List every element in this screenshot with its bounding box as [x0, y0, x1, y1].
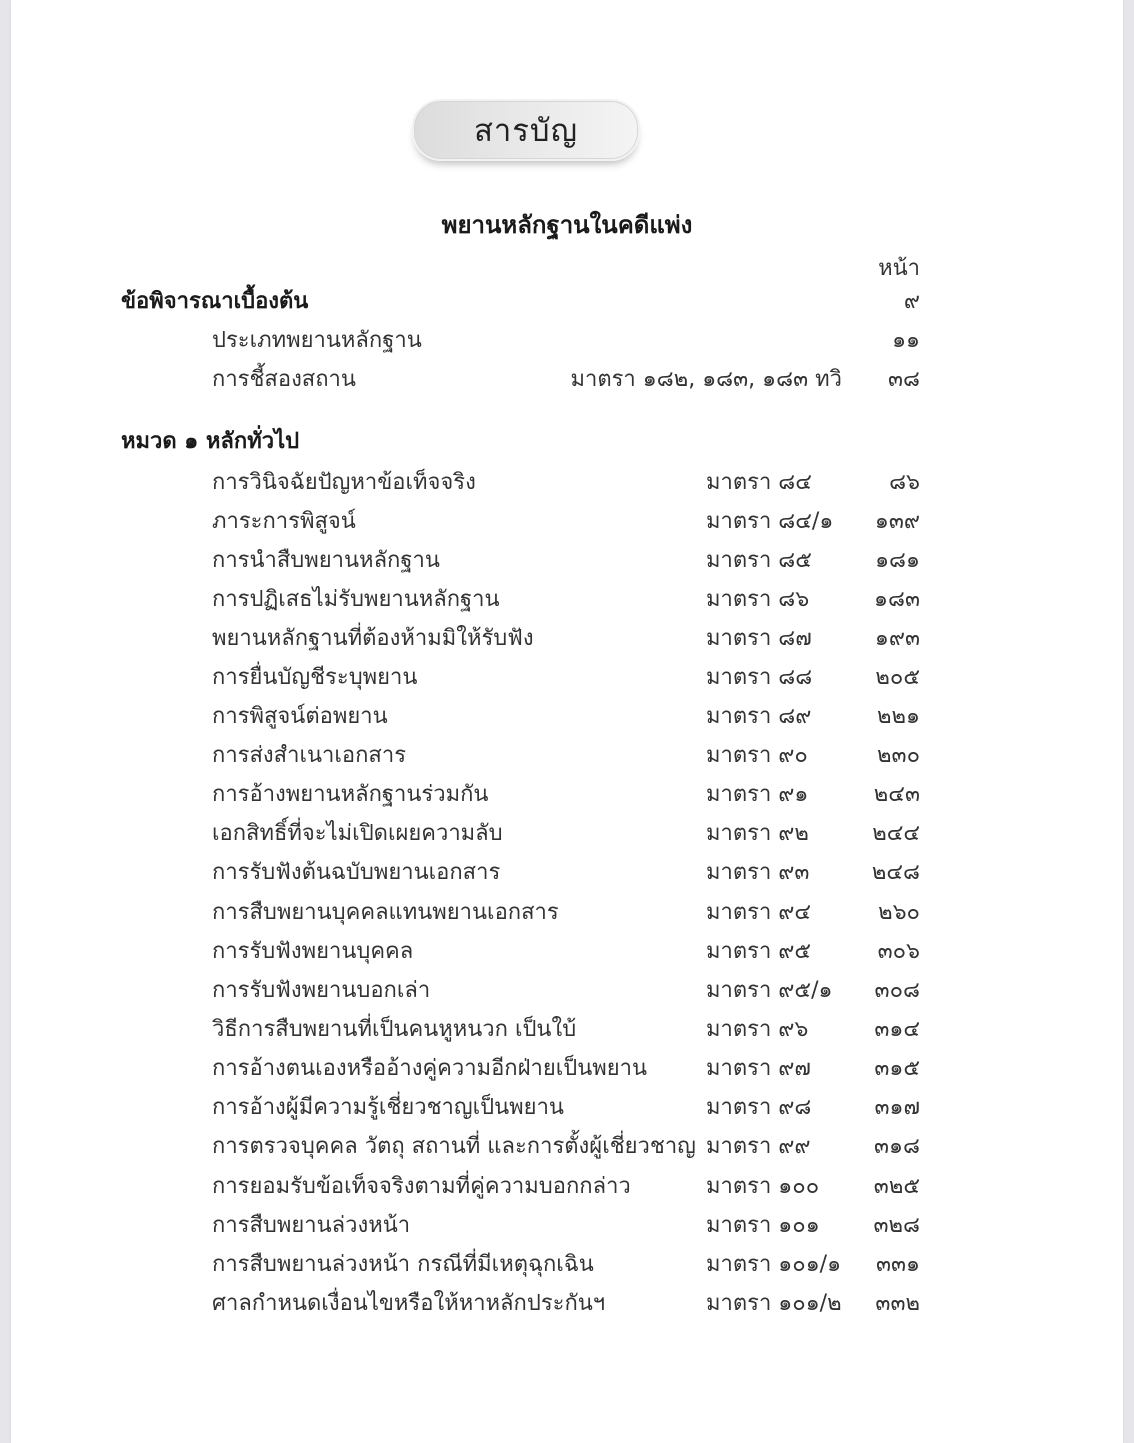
- section-reference: มาตรา ๘๕: [706, 548, 812, 573]
- entry-title: การอ้างผู้มีความรู้เชี่ยวชาญเป็นพยาน: [212, 1095, 564, 1120]
- page-number: ๓๘: [887, 367, 920, 392]
- page-number: ๓๑๗: [874, 1095, 920, 1120]
- book-title: พยานหลักฐานในคดีแพ่ง: [441, 211, 693, 239]
- page-number: ๒๓๐: [877, 743, 920, 768]
- page-number: ๓๓๑: [875, 1252, 920, 1277]
- page-number: ๓๑๔: [874, 1017, 920, 1042]
- entry-title: การนำสืบพยานหลักฐาน: [212, 548, 440, 573]
- section-reference: มาตรา ๙๕: [706, 939, 812, 964]
- entry-title: การสืบพยานบุคคลแทนพยานเอกสาร: [212, 900, 559, 925]
- entry-title: การตรวจบุคคล วัตถุ สถานที่ และการตั้งผู้เชี่ยวชาญ: [212, 1134, 696, 1159]
- entry-title: การรับฟังพยานบอกเล่า: [212, 978, 431, 1003]
- section-reference: มาตรา ๙๐: [706, 743, 808, 768]
- section-reference: มาตรา ๙๘: [706, 1095, 812, 1120]
- toc-entry[interactable]: [0, 323, 1134, 359]
- page-number: ๓๑๘: [874, 1134, 920, 1159]
- page-number: ๓๐๘: [874, 978, 920, 1003]
- entry-title: การรับฟังพยานบุคคล: [212, 939, 414, 964]
- section-reference: มาตรา ๑๐๑/๒: [706, 1291, 842, 1316]
- entry-title: ภาระการพิสูจน์: [212, 509, 356, 534]
- page-number: ๒๔๔: [872, 821, 920, 846]
- page-number: ๓๒๕: [873, 1174, 920, 1199]
- entry-title: การปฏิเสธไม่รับพยานหลักฐาน: [212, 587, 500, 612]
- toc-entry[interactable]: [0, 660, 1134, 696]
- entry-title: เอกสิทธิ์ที่จะไม่เปิดเผยความลับ: [212, 821, 503, 846]
- entry-title: ประเภทพยานหลักฐาน: [212, 328, 422, 353]
- chapter-heading: หมวด ๑ หลักทั่วไป: [121, 429, 300, 454]
- page-number: ๓๓๒: [875, 1291, 920, 1316]
- toc-title-badge: [412, 99, 640, 161]
- toc-entry[interactable]: [0, 973, 1134, 1009]
- page-number: ๑๘๓: [874, 587, 920, 612]
- toc-entry[interactable]: [0, 934, 1134, 970]
- entry-title: การวินิจฉัยปัญหาข้อเท็จจริง: [212, 470, 476, 495]
- entry-title: วิธีการสืบพยานที่เป็นคนหูหนวก เป็นใบ้: [212, 1017, 577, 1042]
- section-reference: มาตรา ๙๒: [706, 821, 809, 846]
- toc-entry[interactable]: [0, 1090, 1134, 1126]
- entry-title: การยอมรับข้อเท็จจริงตามที่คู่ความบอกกล่าว: [212, 1174, 631, 1199]
- section-heading: ข้อพิจารณาเบื้องต้น: [121, 289, 309, 314]
- entry-title: การส่งสำเนาเอกสาร: [212, 743, 407, 768]
- toc-entry[interactable]: [0, 582, 1134, 618]
- page-number: ๓๑๕: [874, 1056, 920, 1081]
- section-reference: มาตรา ๙๔: [706, 900, 812, 925]
- section-reference: มาตรา ๙๗: [706, 1056, 811, 1081]
- section-reference: มาตรา ๑๐๐: [706, 1174, 820, 1199]
- page-number: ๑๘๑: [875, 548, 920, 573]
- section-reference: มาตรา ๑๘๒, ๑๘๓, ๑๘๓ ทวิ: [570, 367, 842, 392]
- page-number: ๑๙๓: [874, 626, 920, 651]
- section-reference: มาตรา ๑๐๑/๑: [706, 1252, 842, 1277]
- page-number: ๑๑: [892, 328, 920, 353]
- toc-entry[interactable]: [0, 738, 1134, 774]
- entry-title: การรับฟังต้นฉบับพยานเอกสาร: [212, 860, 501, 885]
- section-reference: มาตรา ๘๔: [706, 470, 812, 495]
- toc-entry[interactable]: [0, 362, 1134, 398]
- entry-title: การสืบพยานล่วงหน้า กรณีที่มีเหตุฉุกเฉิน: [212, 1252, 594, 1277]
- page-number: ๒๒๑: [877, 704, 920, 729]
- toc-chapter-1-heading[interactable]: [0, 424, 1134, 460]
- toc-entry[interactable]: [0, 816, 1134, 852]
- toc-entry[interactable]: [0, 895, 1134, 931]
- entry-title: การพิสูจน์ต่อพยาน: [212, 704, 388, 729]
- section-reference: มาตรา ๙๕/๑: [706, 978, 833, 1003]
- section-reference: มาตรา ๘๖: [706, 587, 810, 612]
- toc-entry[interactable]: [0, 1169, 1134, 1205]
- entry-title: พยานหลักฐานที่ต้องห้ามมิให้รับฟัง: [212, 626, 534, 651]
- section-reference: มาตรา ๘๘: [706, 665, 813, 690]
- page-column-header: หน้า: [878, 256, 920, 281]
- section-reference: มาตรา ๙๙: [706, 1134, 811, 1159]
- toc-section-intro[interactable]: [0, 284, 1134, 320]
- page-number: ๒๔๘: [871, 860, 920, 885]
- entry-title: ศาลกำหนดเงื่อนไขหรือให้หาหลักประกันฯ: [212, 1291, 606, 1316]
- entry-title: การสืบพยานล่วงหน้า: [212, 1213, 411, 1238]
- toc-entry[interactable]: [0, 504, 1134, 540]
- section-reference: มาตรา ๑๐๑: [706, 1213, 820, 1238]
- toc-entry[interactable]: [0, 855, 1134, 891]
- toc-entry[interactable]: [0, 1129, 1134, 1165]
- toc-entry[interactable]: [0, 699, 1134, 735]
- toc-entry[interactable]: [0, 543, 1134, 579]
- section-reference: มาตรา ๘๔/๑: [706, 509, 834, 534]
- page-number: ๓๐๖: [877, 939, 920, 964]
- entry-title: การชี้สองสถาน: [212, 367, 356, 392]
- entry-title: การยื่นบัญชีระบุพยาน: [212, 665, 418, 690]
- section-reference: มาตรา ๘๙: [706, 704, 812, 729]
- page-number: ๙: [903, 289, 920, 314]
- toc-entry[interactable]: [0, 621, 1134, 657]
- section-reference: มาตรา ๙๑: [706, 782, 809, 807]
- toc-entry[interactable]: [0, 1286, 1134, 1322]
- toc-entry[interactable]: [0, 1051, 1134, 1087]
- toc-entry[interactable]: [0, 777, 1134, 813]
- toc-entry[interactable]: [0, 1247, 1134, 1283]
- section-reference: มาตรา ๙๖: [706, 1017, 809, 1042]
- page-number: ๓๒๘: [873, 1213, 920, 1238]
- section-reference: มาตรา ๙๓: [706, 860, 810, 885]
- entry-title: การอ้างตนเองหรืออ้างคู่ความอีกฝ่ายเป็นพยาน: [212, 1056, 648, 1081]
- toc-title-text: สารบัญ: [473, 113, 579, 149]
- toc-entry[interactable]: [0, 1208, 1134, 1244]
- entry-title: การอ้างพยานหลักฐานร่วมกัน: [212, 782, 489, 807]
- page-number: ๒๖๐: [878, 900, 920, 925]
- toc-entry[interactable]: [0, 1012, 1134, 1048]
- page-number: ๑๓๙: [874, 509, 920, 534]
- section-reference: มาตรา ๘๗: [706, 626, 812, 651]
- page-number: ๒๐๕: [875, 665, 920, 690]
- page-number: ๘๖: [889, 470, 920, 495]
- toc-entry[interactable]: [0, 465, 1134, 501]
- page-number: ๒๔๓: [873, 782, 920, 807]
